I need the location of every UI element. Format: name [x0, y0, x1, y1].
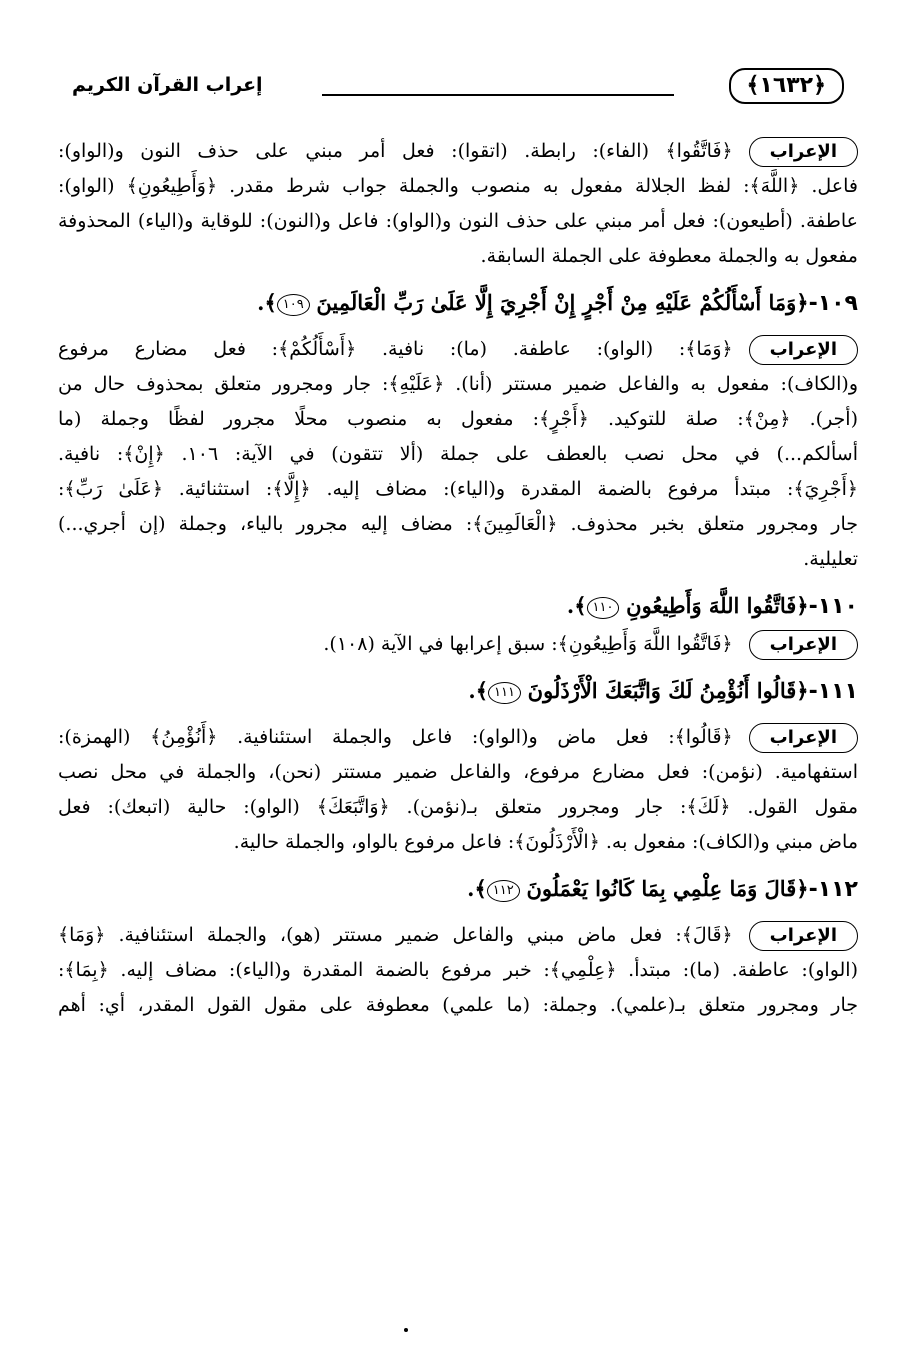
page-header: [62, 66, 854, 112]
verse-text: ﴿وَمَا أَسْأَلُكُمْ عَلَيْهِ مِنْ أَجْرٍ إِنْ أَجْرِيَ إِلَّا عَلَىٰ رَبِّ الْعَالَمِينَ: [316, 290, 809, 315]
irab-label: الإعراب: [749, 335, 858, 365]
header-rule: [322, 94, 674, 96]
page-mark: [404, 1328, 408, 1332]
verse-112: [58, 868, 858, 910]
text-line: فاعل. ﴿اللَّهَ﴾: لفظ الجلالة مفعول به منصوب والجملة جواب شرط مقدر. ﴿وَأَطِيعُونِ﴾ (الواو):: [58, 175, 858, 197]
text-span: ﴿قَالَ﴾: فعل ماض مبني والفاعل ضمير مستتر (هو)، والجملة استئنافية. ﴿وَمَا﴾: [58, 924, 733, 946]
text-line: تعليلية.: [803, 548, 858, 570]
verse-text: ﴿قَالُوا أَنُؤْمِنُ لَكَ وَاتَّبَعَكَ الْأَرْذَلُونَ: [527, 678, 809, 703]
text-line: جار ومجرور متعلق بـ(علمي). وجملة: (ما علمي) معطوفة على مقول القول المقدر، أي: أهم: [58, 994, 858, 1016]
verse-number: ١١٠-: [808, 594, 858, 619]
verse-end: ﴾.: [467, 876, 487, 901]
text-span: ﴿فَاتَّقُوا﴾ (الفاء): رابطة. (اتقوا): فعل أمر مبني على حذف النون و(الواو):: [58, 140, 733, 162]
text-line: [58, 627, 858, 662]
verse-111: [58, 670, 858, 712]
verse-text: ﴿قَالَ وَمَا عِلْمِي بِمَا كَانُوا يَعْمَلُونَ: [526, 876, 809, 901]
text-line: مقول القول. ﴿لَكَ﴾: جار ومجرور متعلق بـ(نؤمن). ﴿وَاتَّبَعَكَ﴾ (الواو): حالية (اتبعك): فعل: [58, 796, 858, 818]
irab-label: الإعراب: [749, 921, 858, 951]
text-line: (أجر). ﴿مِنْ﴾: صلة للتوكيد. ﴿أَجْرٍ﴾: مفعول به منصوب محلًا مجرور لفظًا وجملة (ما: [58, 408, 858, 430]
ayah-number-medallion: ١١٢: [487, 880, 520, 902]
text-span: ﴿وَمَا﴾: (الواو): عاطفة. (ما): نافية. ﴿أَسْأَلُكُمْ﴾: فعل مضارع مرفوع: [58, 338, 733, 360]
text-line: استفهامية. (نؤمن): فعل مضارع مرفوع، والفاعل ضمير مستتر (نحن)، والجملة في محل نصب: [58, 761, 858, 783]
ayah-number-medallion: ١١١: [488, 682, 521, 704]
text-line: مفعول به والجملة معطوفة على الجملة السابقة.: [480, 245, 858, 267]
verse-end: ﴾.: [468, 678, 489, 703]
text-line: جار ومجرور متعلق بخبر محذوف. ﴿الْعَالَمِينَ﴾: مضاف إليه مجرور بالياء، وجملة (إن أجري...): [58, 513, 858, 535]
text-span: ﴿فَاتَّقُوا اللَّهَ وَأَطِيعُونِ﴾: سبق إعرابها في الآية (١٠٨).: [323, 633, 733, 655]
text-line: ماض مبني و(الكاف): مفعول به. ﴿الْأَرْذَلُونَ﴾: فاعل مرفوع بالواو، والجملة حالية.: [233, 831, 858, 853]
ayah-number-medallion: ١١٠: [587, 597, 620, 619]
verse-end: ﴾.: [566, 593, 587, 618]
text-line: (الواو): عاطفة. (ما): مبتدأ. ﴿عِلْمِي﴾: خبر مرفوع بالضمة المقدرة و(الياء): مضاف إليه. ﴿بِمَا﴾:: [58, 959, 858, 981]
verse-110: [58, 585, 858, 627]
text-line: [58, 332, 858, 367]
text-line: [58, 134, 858, 169]
verse-number: ١١٢-: [808, 877, 858, 902]
page-number: ﴿١٦٣٢﴾: [729, 68, 845, 104]
irab-label: الإعراب: [749, 630, 858, 660]
book-title: إعراب القرآن الكريم: [72, 74, 263, 96]
text-line: ﴿أَجْرِيَ﴾: مبتدأ مرفوع بالضمة المقدرة و(الياء): مضاف إليه. ﴿إِلَّا﴾: استثنائية. ﴿عَلَىٰ رَبِّ﴾:: [58, 478, 858, 500]
verse-text: ﴿فَاتَّقُوا اللَّهَ وَأَطِيعُونِ: [626, 593, 809, 618]
text-span: ﴿قَالُوا﴾: فعل ماض و(الواو): فاعل والجملة استئنافية. ﴿أَنُؤْمِنُ﴾ (الهمزة):: [58, 726, 733, 748]
verse-109: [58, 282, 858, 324]
text-line: [58, 720, 858, 755]
irab-label: الإعراب: [749, 137, 858, 167]
ayah-number-medallion: ١٠٩: [277, 294, 310, 316]
text-line: و(الكاف): مفعول به والفاعل ضمير مستتر (أنا). ﴿عَلَيْهِ﴾: جار ومجرور متعلق بمحذوف حال من: [58, 373, 858, 395]
irab-label: الإعراب: [749, 723, 858, 753]
verse-end: ﴾.: [257, 290, 277, 315]
text-line: [58, 918, 858, 953]
page-content: [58, 134, 858, 1023]
verse-number: ١٠٩-: [808, 291, 858, 316]
text-line: أسألكم...) في محل نصب بالعطف على جملة (ألا تتقون) في الآية: ١٠٦. ﴿إِنْ﴾: نافية.: [58, 443, 858, 465]
text-line: عاطفة. (أطيعون): فعل أمر مبني على حذف النون و(الواو): فاعل و(النون): للوقاية و(الياء) المحذوفة: [58, 210, 858, 232]
verse-number: ١١١-: [808, 679, 858, 704]
